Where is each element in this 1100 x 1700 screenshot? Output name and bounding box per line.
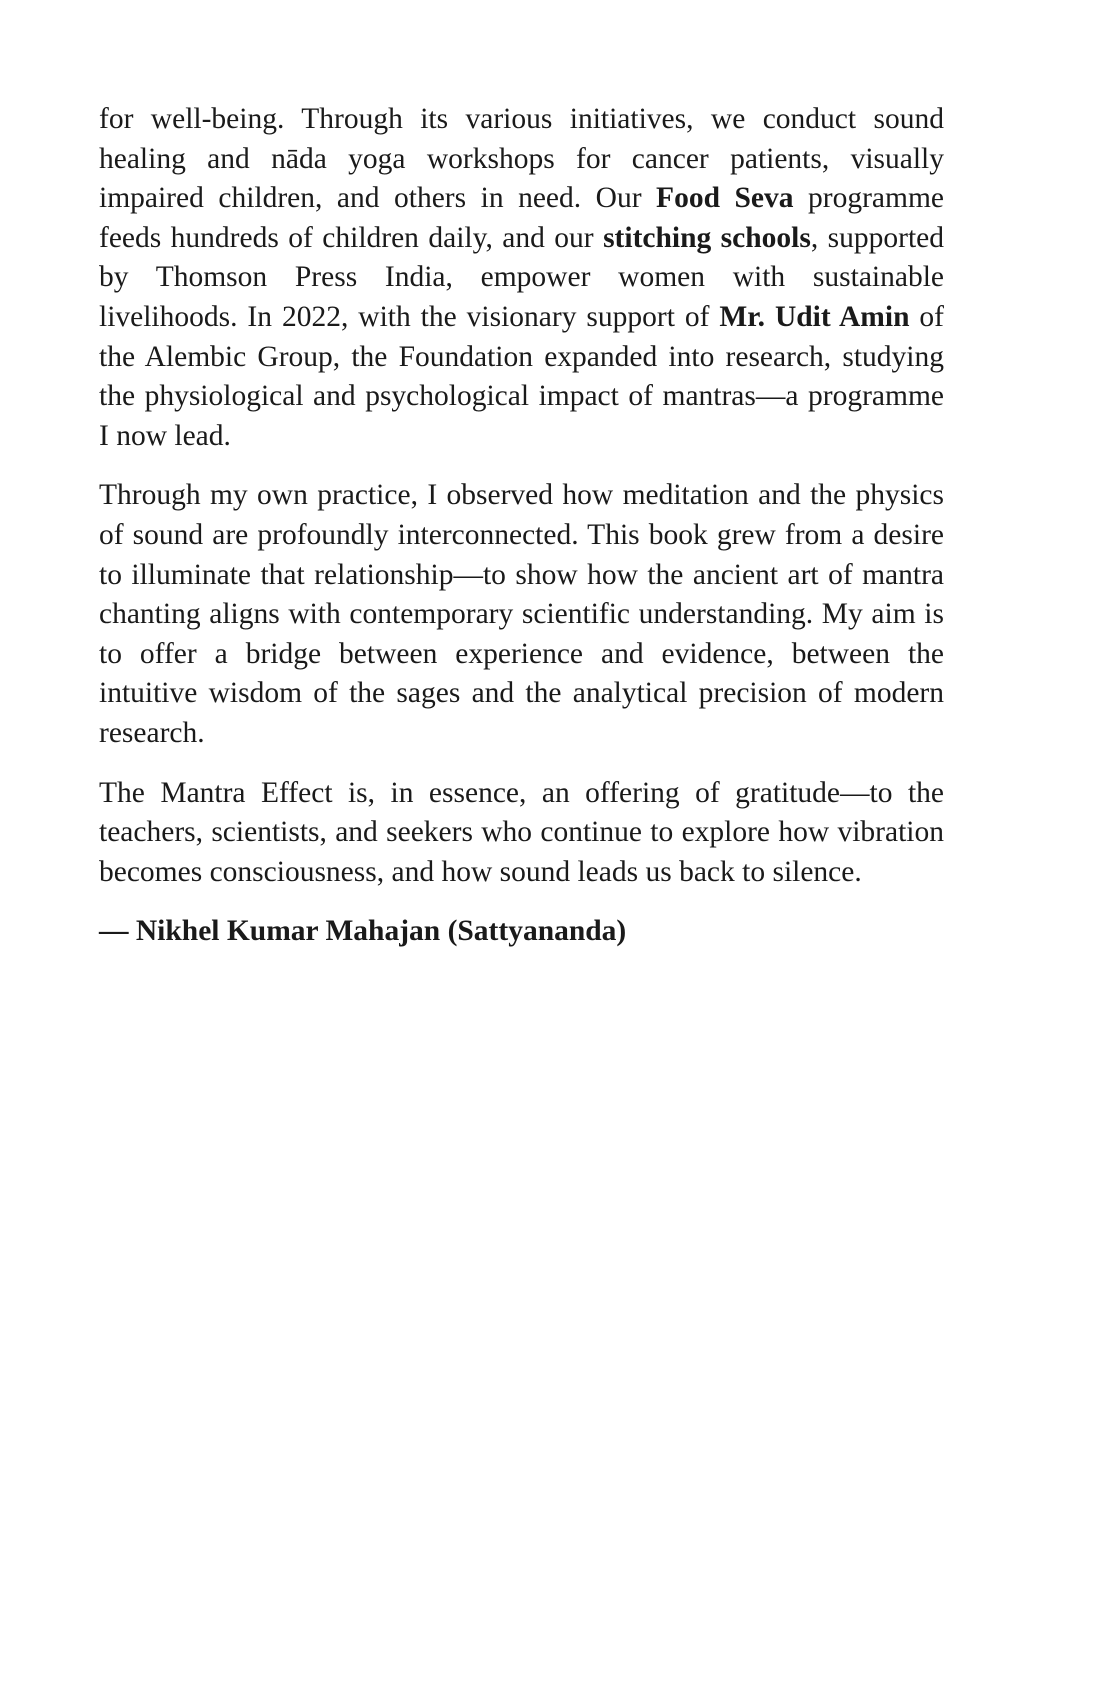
author-signature: — Nikhel Kumar Mahajan (Sattyananda) xyxy=(99,915,627,948)
paragraph-text: Through my own practice, I observed how meditation and the physics of sound are profoundly interconnected. This book grew from a desire to illuminate that relationship—to show how the ancient art of mantra chanting aligns with contemporary scientific understanding. My aim is to offer a bridge between experience and evidence, between the intuitive wisdom of the sages and the analytical precision of modern research. xyxy=(99,479,944,749)
paragraph-text: for well-being. Through its various initiatives, we conduct sound healing and nāda yoga workshops for cancer patients, visually impaired children, and others in need. Our xyxy=(99,103,944,215)
paragraph-text: programme feeds hundreds of children daily, and our xyxy=(99,182,944,254)
paragraph-text: , supported by Thomson Press India, empower women with sustainable livelihoods. In 2022, with the visionary support of xyxy=(99,221,945,333)
paragraph-gratitude xyxy=(99,774,944,893)
bold-stitching-schools: stitching schools xyxy=(603,221,811,254)
bold-udit-amin: Mr. Udit Amin xyxy=(719,300,910,333)
paragraph-text: The Mantra Effect is, in essence, an offering of gratitude—to the teachers, scientists, and seekers who continue to explore how vibration becomes consciousness, and how sound leads us back to silence. xyxy=(99,776,944,888)
paragraph-text: of the Alembic Group, the Foundation expanded into research, studying the physiological and psychological impact of mantras—a programme I now lead. xyxy=(99,300,945,452)
paragraph-foundation xyxy=(99,100,944,456)
body-text xyxy=(99,100,944,952)
paragraph-practice xyxy=(99,476,944,753)
bold-food-seva: Food Seva xyxy=(656,182,794,215)
